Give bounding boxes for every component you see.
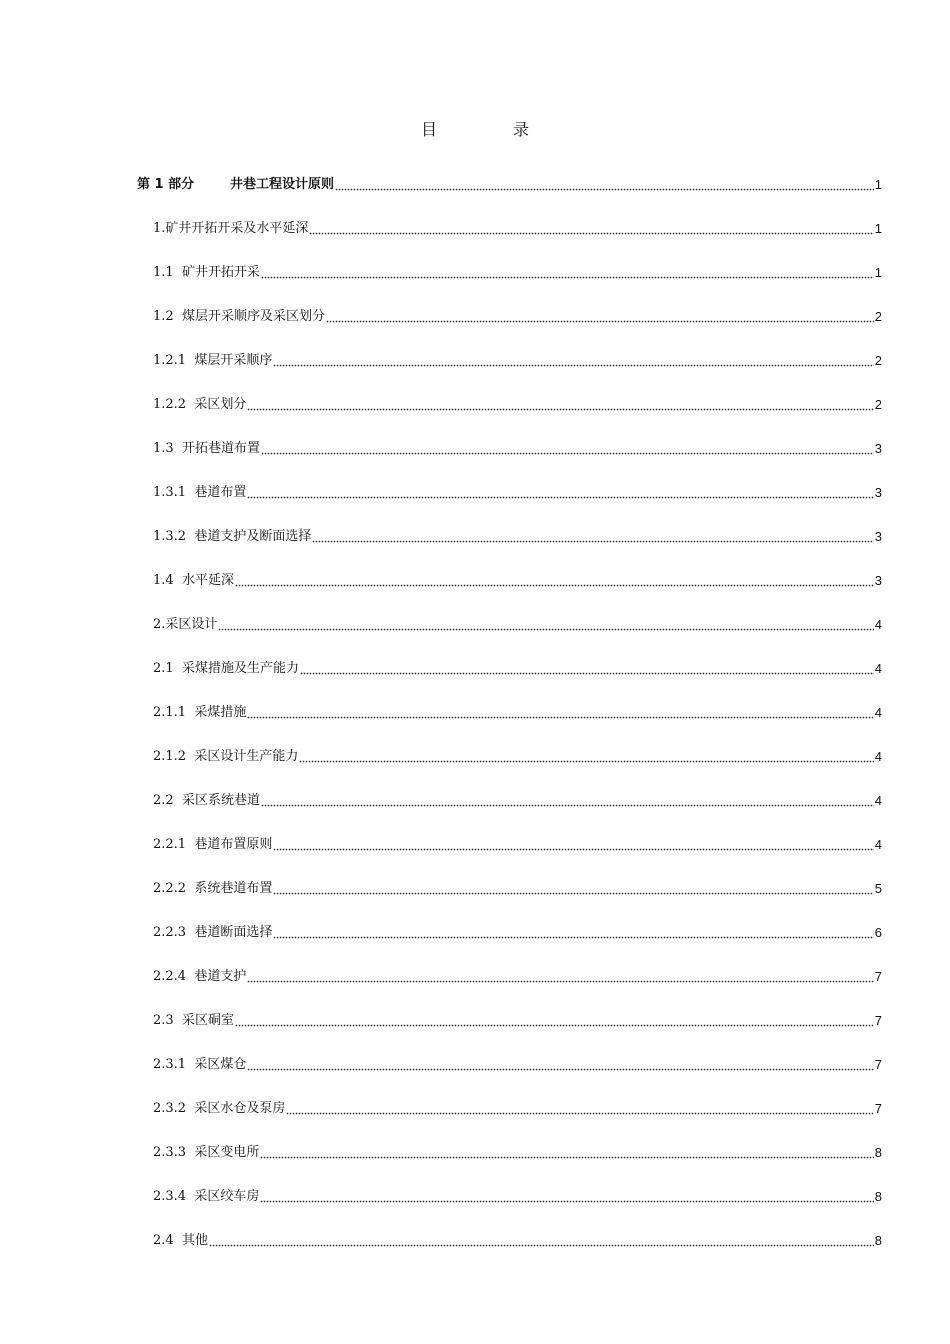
toc-page-number: 1 bbox=[874, 177, 882, 192]
toc-entry[interactable] bbox=[153, 258, 882, 282]
toc-entry-label: 2.2.1 巷道布置原则 bbox=[153, 837, 273, 852]
toc-entry[interactable] bbox=[153, 742, 882, 766]
toc-entry[interactable] bbox=[153, 918, 882, 942]
toc-entry[interactable] bbox=[153, 302, 882, 326]
toc-page-number: 8 bbox=[874, 1145, 882, 1160]
dot-leader bbox=[273, 839, 873, 851]
toc-entry[interactable] bbox=[153, 698, 882, 722]
dot-leader bbox=[326, 311, 874, 323]
toc-entry[interactable] bbox=[153, 786, 882, 810]
toc-entry-label: 2.2.3 巷道断面选择 bbox=[153, 925, 273, 940]
toc-entry-label: 2.1.2 采区设计生产能力 bbox=[153, 749, 299, 764]
toc-entry-label: 2.采区设计 bbox=[153, 617, 218, 632]
toc-entry-label: 2.2.4 巷道支护 bbox=[153, 969, 247, 984]
dot-leader bbox=[260, 1191, 873, 1203]
dot-leader bbox=[247, 971, 873, 983]
toc-entry[interactable] bbox=[153, 566, 882, 590]
toc-page-number: 2 bbox=[874, 309, 882, 324]
toc-page-number: 2 bbox=[874, 353, 882, 368]
toc-entry-label: 2.2 采区系统巷道 bbox=[153, 793, 260, 808]
toc-entry-label: 1.3.2 巷道支护及断面选择 bbox=[153, 529, 312, 544]
dot-leader bbox=[247, 1059, 873, 1071]
toc-entry[interactable] bbox=[153, 214, 882, 238]
toc-page-number: 4 bbox=[874, 837, 882, 852]
toc-part-number: 第 1 部分 bbox=[137, 177, 195, 192]
dot-leader bbox=[261, 795, 874, 807]
toc-entry[interactable] bbox=[153, 962, 882, 986]
toc-entry[interactable] bbox=[153, 346, 882, 370]
toc-entry-label: 2.3.4 采区绞车房 bbox=[153, 1189, 260, 1204]
toc-entry-label: 1.4 水平延深 bbox=[153, 573, 234, 588]
toc-page-number: 1 bbox=[874, 221, 882, 236]
toc-page-number: 1 bbox=[874, 265, 882, 280]
toc-entry[interactable] bbox=[153, 1226, 882, 1250]
toc-entry-label: 1.2.2 采区划分 bbox=[153, 397, 247, 412]
toc-entry-label: 2.3 采区硐室 bbox=[153, 1013, 234, 1028]
dot-leader bbox=[247, 707, 873, 719]
toc-entry[interactable] bbox=[153, 1182, 882, 1206]
toc-entry[interactable] bbox=[153, 1050, 882, 1074]
dot-leader bbox=[235, 575, 874, 587]
toc-part-1[interactable] bbox=[137, 170, 882, 194]
toc-entry[interactable] bbox=[153, 522, 882, 546]
dot-leader bbox=[260, 1147, 873, 1159]
toc-entry-label: 1.矿井开拓开采及水平延深 bbox=[153, 221, 309, 236]
dot-leader bbox=[309, 223, 873, 235]
dot-leader bbox=[218, 619, 873, 631]
dot-leader bbox=[286, 1103, 873, 1115]
toc-entry-label: 2.3.3 采区变电所 bbox=[153, 1145, 260, 1160]
dot-leader bbox=[335, 179, 874, 191]
toc-entry-label: 1.1 矿井开拓开采 bbox=[153, 265, 260, 280]
toc-entry-label: 2.2.2 系统巷道布置 bbox=[153, 881, 273, 896]
toc-page-number: 2 bbox=[874, 397, 882, 412]
dot-leader bbox=[209, 1235, 874, 1247]
toc-page-number: 4 bbox=[874, 617, 882, 632]
toc-page-number: 7 bbox=[874, 1013, 882, 1028]
dot-leader bbox=[261, 267, 874, 279]
dot-leader bbox=[247, 487, 873, 499]
toc-page-number: 3 bbox=[874, 441, 882, 456]
dot-leader bbox=[300, 663, 874, 675]
toc-page-number: 7 bbox=[874, 969, 882, 984]
toc-page-number: 6 bbox=[874, 925, 882, 940]
dot-leader bbox=[273, 927, 873, 939]
toc-entry-label: 1.3.1 巷道布置 bbox=[153, 485, 247, 500]
toc-entry[interactable] bbox=[153, 654, 882, 678]
toc-page-number: 5 bbox=[874, 881, 882, 896]
toc-entry-label: 2.1 采煤措施及生产能力 bbox=[153, 661, 299, 676]
toc-page-number: 3 bbox=[874, 485, 882, 500]
toc-page-number: 4 bbox=[874, 793, 882, 808]
dot-leader bbox=[312, 531, 873, 543]
toc-part-text: 井巷工程设计原则 bbox=[230, 177, 335, 192]
toc-entry-label: 1.3 开拓巷道布置 bbox=[153, 441, 260, 456]
toc-page-number: 4 bbox=[874, 749, 882, 764]
toc-entry-label: 1.2 煤层开采顺序及采区划分 bbox=[153, 309, 325, 324]
toc-entry-label: 2.4 其他 bbox=[153, 1233, 208, 1248]
toc-entry[interactable] bbox=[153, 830, 882, 854]
toc-page-number: 4 bbox=[874, 661, 882, 676]
dot-leader bbox=[261, 443, 874, 455]
toc-entry[interactable] bbox=[153, 434, 882, 458]
toc-entry-label: 2.3.1 采区煤仓 bbox=[153, 1057, 247, 1072]
dot-leader bbox=[235, 1015, 874, 1027]
toc-page-number: 8 bbox=[874, 1189, 882, 1204]
toc-entry-label: 2.1.1 采煤措施 bbox=[153, 705, 247, 720]
toc-entry[interactable] bbox=[153, 874, 882, 898]
dot-leader bbox=[273, 355, 873, 367]
toc-page-number: 8 bbox=[874, 1233, 882, 1248]
toc-entry-label: 1.2.1 煤层开采顺序 bbox=[153, 353, 273, 368]
toc-page-number: 4 bbox=[874, 705, 882, 720]
toc-entry-label: 2.3.2 采区水仓及泵房 bbox=[153, 1101, 286, 1116]
toc-page-number: 7 bbox=[874, 1057, 882, 1072]
toc-entry[interactable] bbox=[153, 610, 882, 634]
toc-title: 目 录 bbox=[420, 120, 559, 139]
toc-page-number: 3 bbox=[874, 529, 882, 544]
dot-leader bbox=[247, 399, 873, 411]
dot-leader bbox=[273, 883, 873, 895]
dot-leader bbox=[299, 751, 873, 763]
toc-page-number: 7 bbox=[874, 1101, 882, 1116]
toc-entry[interactable] bbox=[153, 1094, 882, 1118]
toc-part-label bbox=[137, 176, 334, 194]
toc-entry[interactable] bbox=[153, 478, 882, 502]
toc-entry[interactable] bbox=[153, 390, 882, 414]
toc-entry[interactable] bbox=[153, 1138, 882, 1162]
toc-page-number: 3 bbox=[874, 573, 882, 588]
toc-entry[interactable] bbox=[153, 1006, 882, 1030]
